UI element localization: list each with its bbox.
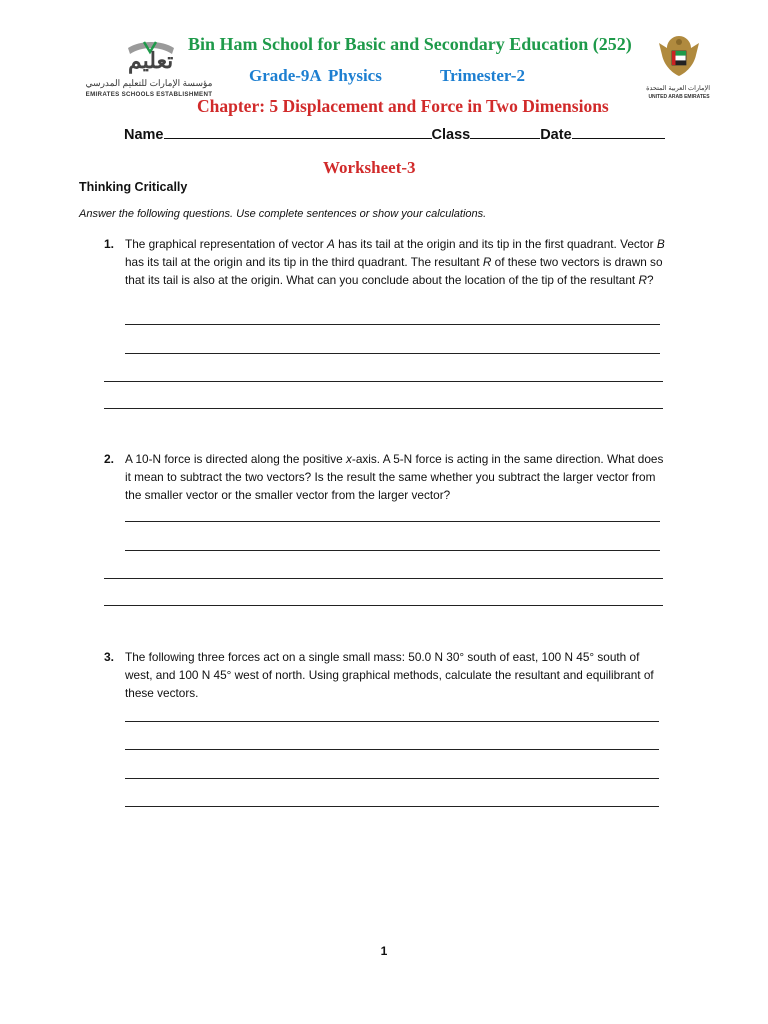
question-3-number: 3.: [104, 650, 115, 664]
uae-arabic-name: الإمارات العربية المتحدة: [646, 85, 710, 92]
question-1-text: The graphical representation of vector A has its tail at the origin and its tip in the first quadrant. Vector B has its tail at the origin and its tip in the third quadrant. The resultant R of these two vectors is drawn so that its tail is also at the origin. What can you conclude about the location of the tip of the resultant R?: [125, 237, 665, 287]
answer-line-q3-2[interactable]: [125, 749, 659, 750]
uae-emblem-logo: [648, 33, 710, 103]
date-label: Date: [540, 127, 572, 143]
chapter-title: Chapter: 5 Displacement and Force in Two Dimensions: [197, 96, 609, 116]
answer-line-q3-1[interactable]: [125, 721, 659, 722]
name-field[interactable]: [164, 127, 432, 139]
ese-arabic-name: مؤسسة الإمارات للتعليم المدرسي: [85, 78, 213, 88]
answer-line-q1-1[interactable]: [125, 324, 660, 325]
question-3-text: The following three forces act on a single small mass: 50.0 N 30° south of east, 100 N 45° south of west, and 100 N 45° west of north. Using graphical methods, calculate the resultant and equilibrant of these vectors.: [125, 650, 654, 700]
answer-line-q1-2[interactable]: [125, 353, 660, 354]
grade-label: Grade-9A: [249, 66, 322, 85]
answer-line-q3-4[interactable]: [125, 806, 659, 807]
section-title: Thinking Critically: [79, 180, 188, 194]
student-info-row: [124, 127, 665, 143]
taaleem-wordmark: تعليم: [128, 48, 174, 73]
answer-line-q2-3[interactable]: [104, 578, 663, 579]
answer-line-q1-3[interactable]: [104, 381, 663, 382]
subject-label: Physics: [328, 66, 382, 85]
instructions: Answer the following questions. Use complete sentences or show your calculations.: [79, 208, 487, 220]
worksheet-title: Worksheet-3: [323, 158, 416, 177]
falcon-emblem-icon: [656, 33, 702, 79]
school-name: Bin Ham School for Basic and Secondary Education (252): [188, 34, 632, 54]
ese-english-name: EMIRATES SCHOOLS ESTABLISHMENT: [85, 91, 213, 98]
name-label: Name: [124, 127, 164, 143]
answer-line-q1-4[interactable]: [104, 408, 663, 409]
page-number: 1: [380, 944, 388, 958]
question-2-number: 2.: [104, 452, 115, 466]
uae-english-name: UNITED ARAB EMIRATES: [648, 94, 710, 100]
class-field[interactable]: [470, 127, 540, 139]
trimester-label: Trimester-2: [440, 66, 525, 85]
answer-line-q2-2[interactable]: [125, 550, 660, 551]
answer-line-q2-1[interactable]: [125, 521, 660, 522]
class-label: Class: [431, 127, 471, 143]
answer-line-q3-3[interactable]: [125, 778, 659, 779]
answer-line-q2-4[interactable]: [104, 605, 663, 606]
question-2-text: A 10-N force is directed along the positive x-axis. A 5-N force is acting in the same direction. What does it mean to subtract the two vectors? Is the result the same whether you subtract the larger vector from the smaller vector or the smaller vector from the larger vector?: [125, 452, 664, 502]
question-1-number: 1.: [104, 237, 115, 251]
date-field[interactable]: [572, 127, 665, 139]
